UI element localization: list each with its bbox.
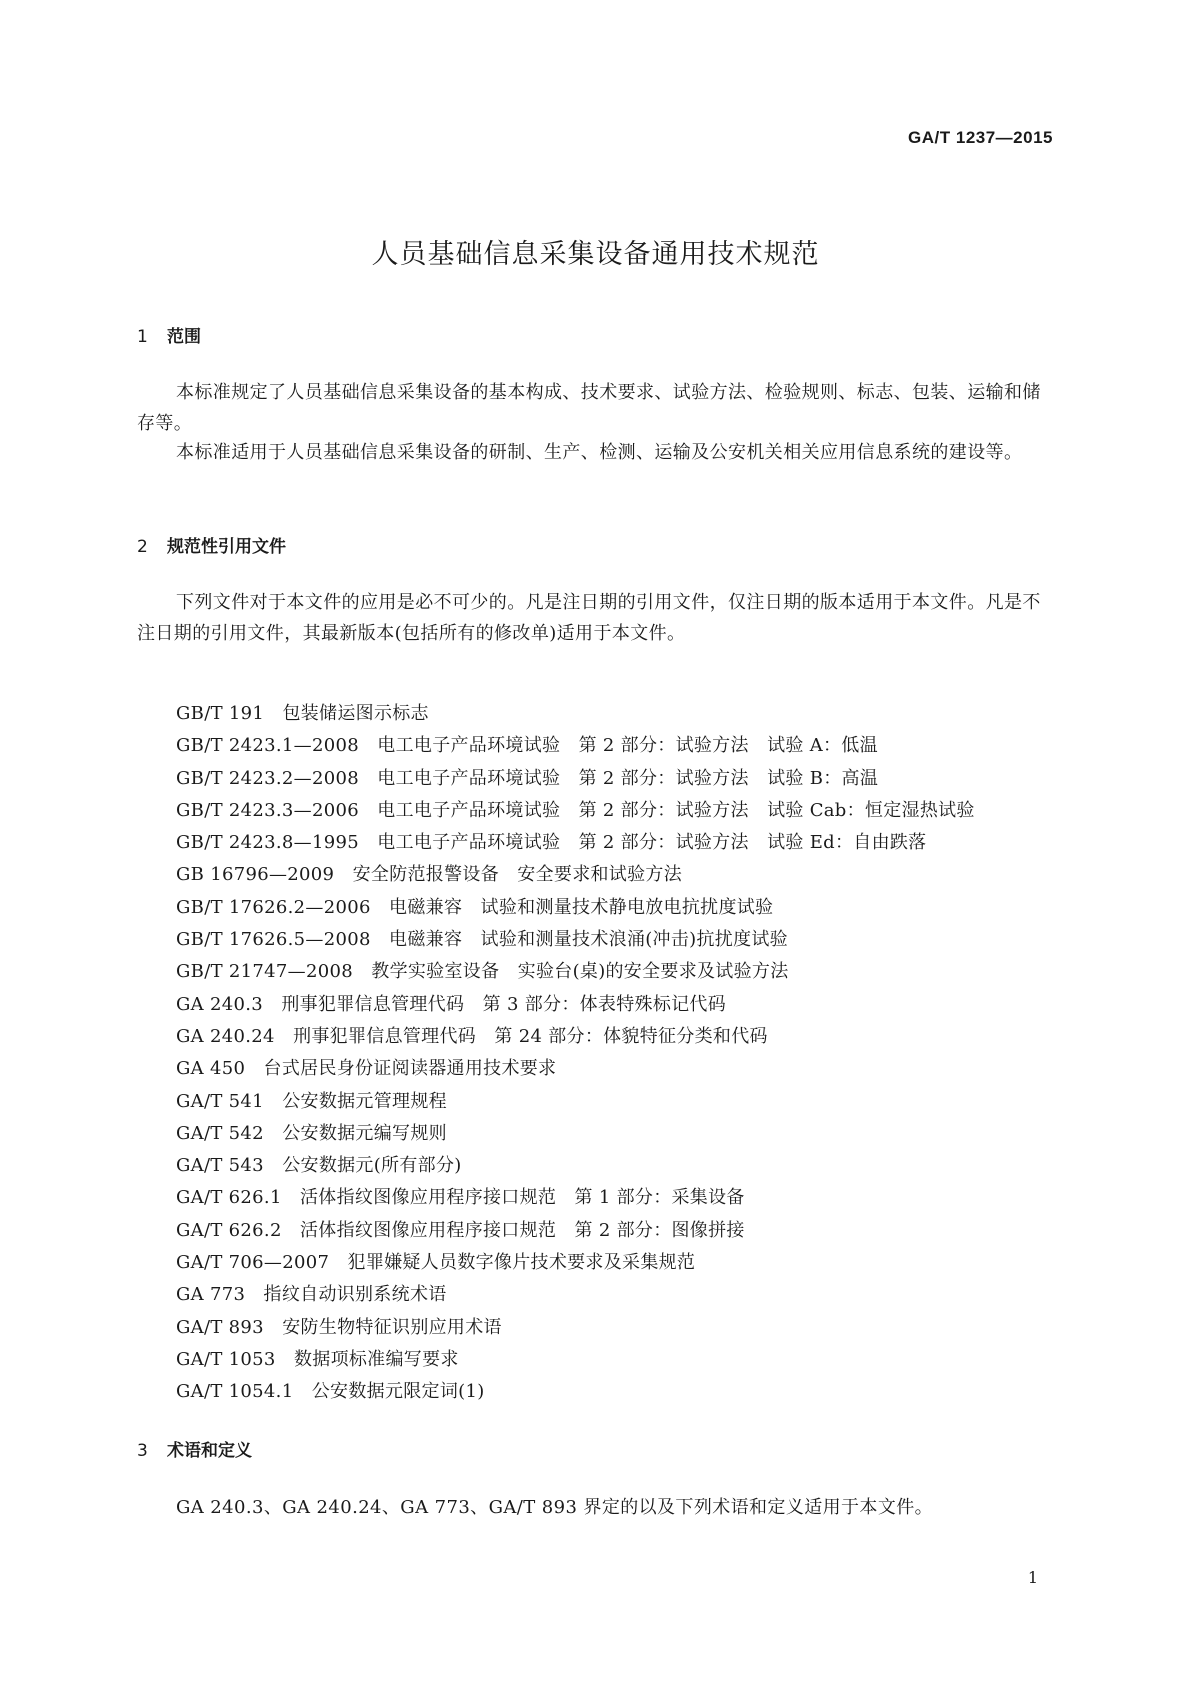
reference-item: GB/T 191 包装储运图示标志 <box>176 703 429 724</box>
reference-item: GB/T 2423.3—2006 电工电子产品环境试验 第 2 部分：试验方法 试验 Cab：恒定湿热试验 <box>176 799 975 821</box>
reference-item: GA 773 指纹自动识别系统术语 <box>176 1284 447 1306</box>
reference-item: GA 240.3 刑事犯罪信息管理代码 第 3 部分：体表特殊标记代码 <box>176 993 727 1015</box>
section-number: 2 <box>137 537 148 557</box>
section-heading-scope <box>137 322 201 347</box>
reference-item: GA/T 1054.1 公安数据元限定词(1) <box>176 1381 485 1403</box>
standard-code: GA/T 1237—2015 <box>908 128 1053 147</box>
paragraph: GA 240.3、GA 240.24、GA 773、GA/T 893 界定的以及下列术语和定义适用于本文件。 <box>176 1497 934 1518</box>
paragraph: 本标准规定了人员基础信息采集设备的基本构成、技术要求、试验方法、检验规则、标志、包装、运输和储存等。 <box>137 382 1041 434</box>
section-heading-normative-references <box>137 532 286 557</box>
section-number: 1 <box>137 327 148 347</box>
paragraph: 下列文件对于本文件的应用是必不可少的。凡是注日期的引用文件，仅注日期的版本适用于本文件。凡是不注日期的引用文件，其最新版本(包括所有的修改单)适用于本文件。 <box>137 592 1041 644</box>
reference-item: GB/T 17626.2—2006 电磁兼容 试验和测量技术静电放电抗扰度试验 <box>176 896 774 918</box>
reference-item: GA 450 台式居民身份证阅读器通用技术要求 <box>176 1058 557 1080</box>
reference-item: GB 16796—2009 安全防范报警设备 安全要求和试验方法 <box>176 864 682 886</box>
reference-item: GB/T 2423.1—2008 电工电子产品环境试验 第 2 部分：试验方法 试验 A：低温 <box>176 735 878 757</box>
page-number: 1 <box>1027 1568 1038 1587</box>
reference-item: GA/T 542 公安数据元编写规则 <box>176 1122 447 1144</box>
reference-list <box>176 698 975 1409</box>
paragraph: 本标准适用于人员基础信息采集设备的研制、生产、检测、运输及公安机关相关应用信息系统的建设等。 <box>176 442 1023 463</box>
section-number: 3 <box>137 1441 148 1461</box>
section-title: 规范性引用文件 <box>167 537 286 557</box>
section-title: 术语和定义 <box>167 1441 252 1461</box>
reference-item: GA/T 626.1 活体指纹图像应用程序接口规范 第 1 部分：采集设备 <box>176 1187 745 1209</box>
reference-item: GA/T 706—2007 犯罪嫌疑人员数字像片技术要求及采集规范 <box>176 1252 696 1274</box>
reference-item: GA/T 1053 数据项标准编写要求 <box>176 1348 459 1370</box>
reference-item: GB/T 2423.8—1995 电工电子产品环境试验 第 2 部分：试验方法 试验 Ed：自由跌落 <box>176 832 927 854</box>
reference-item: GB/T 17626.5—2008 电磁兼容 试验和测量技术浪涌(冲击)抗扰度试验 <box>176 929 788 951</box>
reference-item: GA/T 543 公安数据元(所有部分) <box>176 1155 462 1177</box>
reference-item: GA 240.24 刑事犯罪信息管理代码 第 24 部分：体貌特征分类和代码 <box>176 1025 768 1047</box>
reference-item: GB/T 2423.2—2008 电工电子产品环境试验 第 2 部分：试验方法 试验 B：高温 <box>176 767 879 789</box>
reference-item: GA/T 893 安防生物特征识别应用术语 <box>176 1316 502 1338</box>
document-title: 人员基础信息采集设备通用技术规范 <box>371 239 820 270</box>
section-heading-terms-definitions <box>137 1436 252 1461</box>
reference-item: GA/T 541 公安数据元管理规程 <box>176 1090 447 1112</box>
reference-item: GB/T 21747—2008 教学实验室设备 实验台(桌)的安全要求及试验方法 <box>176 961 789 983</box>
section-title: 范围 <box>167 327 201 347</box>
reference-item: GA/T 626.2 活体指纹图像应用程序接口规范 第 2 部分：图像拼接 <box>176 1219 745 1241</box>
